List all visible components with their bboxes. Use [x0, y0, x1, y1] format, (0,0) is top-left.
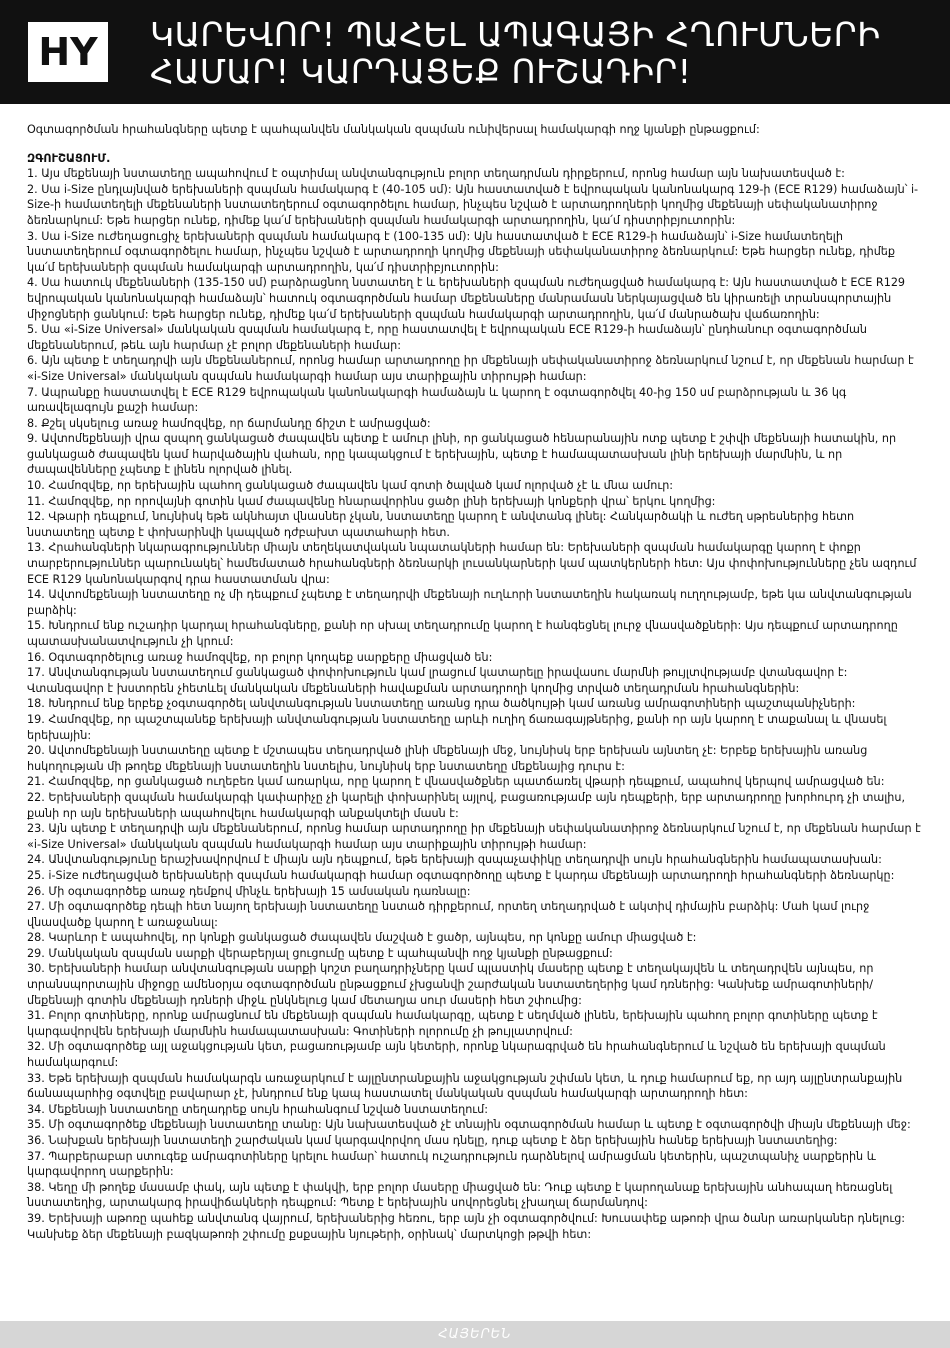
footer-label: ՀԱՅԵՐԵՆ	[438, 1327, 512, 1342]
document-body	[27, 118, 925, 1242]
warning-item: 6. Այն պետք է տեղադրվի այն մեքենաներում, որոնց համար արտադրողը իր մեքենայի սեփականատիրոջ ձեռնարկում նշում է, որ մեքենան հարմար է «i-Size Universal» մանկական զսպման համակարգի համար այս տարիքային տիրույթի համար:	[27, 354, 914, 383]
warning-item: 4. Սա հատուկ մեքենաների (135-150 սմ) բարձրացնող նստատեղ է և երեխաների զսպման ուժեղացված համակարգ է: Այն հաստատված է ECE R129 եվրոպական կանոնակարգի համաձայն՝ հատուկ օգտագործման համար մեքենաները մանրամասն ներկայացված են կիրառելի տրանսպորտային միջոցների ցանկում: Եթե հարցեր ունեք, դիմեք կա՛մ երեխաների զսպման համակարգի արտադրողին, կա՛մ մանրածախ վաճառողին:	[27, 276, 906, 321]
warning-item: 34. Մեքենայի նստատեղը տեղադրեք սույն հրահանգում նշված նստատեղում:	[27, 1102, 489, 1116]
warning-item: 22. Երեխաների զսպման համակարգի կափարիչը չի կարելի փոխարինել այլով, բացառությամբ այն դեպքերի, երբ արտադրողը խորհուրդ չի տալիս, քանի որ այն երեխաների ապահովելու համակարգի անքակտելի մասն է:	[27, 790, 906, 820]
intro-text: Օգտագործման հրահանգները պետք է պահպանվեն մանկական զսպման ունիվերսալ համակարգի ողջ կյանքի ընթացքում:	[27, 123, 760, 136]
warning-item: 5. Սա «i-Size Universal» մանկական զսպման համակարգ է, որը հաստատվել է եվրոպական ECE R129-ի համաձայն՝ ընդհանուր օգտագործման մեքենաներում, թեև այն հարմար չէ բոլոր մեքենաների համար:	[27, 323, 867, 352]
warning-item: 27. Մի օգտագործեք դեպի հետ նայող երեխայի նստատեղը նստած դիրքերում, որտեղ տեղադրված է ակտիվ դիմային բարձիկ: Մահ կամ լուրջ վնասվածք կարող է առաջանալ:	[27, 900, 870, 929]
warning-item: 14. Ավտոմեքենայի նստատեղը ոչ մի դեպքում չպետք է տեղադրվի մեքենայի ուղևորի նստատեղին հակառակ ուղղությամբ, եթե կա անվտանգության բարձիկ:	[27, 588, 912, 617]
warning-item: 13. Հրահանգների նկարագրություններ միայն տեղեկատվական նպատակների համար են: Երեխաների զսպման համակարգը կարող է փոքր տարբերություններ պարունակել՝ համեմատած հրահանգների ձեռնարկի լուսանկարների կամ պատկերների հետ: Այս փոփոխությունները չեն ազդում ECE R129 կանոնակարգով դրա հաստատման վրա:	[27, 541, 917, 586]
warning-item: 10. Համոզվեք, որ երեխային պահող ցանկացած ժապավեն կամ գոտի ծալված կամ ոլորված չէ և մնա ամուր:	[27, 479, 674, 493]
warning-item: 9. Ավտոմեքենայի վրա զսպող ցանկացած ժապավեն պետք է ամուր լինի, որ ցանկացած հենարանային ոտք պետք է շփվի մեքենայի հատակին, որ ցանկացած ժապավեն կամ հարվածային վահան, որը կապակցում է երեխային, պետք է համապատասխան լինի երեխայի մարմնին, և որ ժապավենները չպետք է լինեն ոլորված լինել.	[27, 432, 897, 477]
language-footer	[0, 1321, 950, 1348]
language-badge: HY	[28, 22, 108, 82]
warning-item: 18. Խնդրում ենք երբեք չօգտագործել անվտանգության նստատեղը առանց դրա ծածկույթի կամ առանց ամրագոտիների պաշտպանիչների:	[27, 697, 856, 711]
title-line-1: ԿԱՐԵՎՈՐ! ՊԱՀԵԼ ԱՊԱԳԱՅԻ ՀՂՈՒՄՆԵՐԻ	[150, 15, 881, 54]
title-line-2: ՀԱՄԱՐ! ԿԱՐԴԱՑԵՔ ՈՒՇԱԴԻՐ!	[150, 52, 692, 91]
warning-item: 28. Կարևոր է ապահովել, որ կոնքի ցանկացած ժապավեն մաշված է ցածր, այնպես, որ կոնքը ամուր միացված է:	[27, 931, 697, 945]
warning-item: 2. Սա i-Size ընդլայնված երեխաների զսպման համակարգ է (40-105 սմ): Այն հաստատված է եվրոպական կանոնակարգ 129-ի (ECE R129) համաձայն՝ i-Size-ի համատեղելի մեքենաների նստատեղերում օգտագործելու համար, ինչպես նշված է արտադրողների կողմից մեքենայի սեփականատիրոջ ձեռնարկում: Եթե հարցեր ունեք, դիմեք կա՛մ երեխաների զսպման համակարգի արտադրողին, կա՛մ դիստրիբյուտորին:	[27, 182, 919, 227]
warning-item: 30. Երեխաների համար անվտանգության սարքի կոշտ բաղադրիչները կամ պլաստիկ մասերը պետք է տեղակայվեն և տեղադրվեն այնպես, որ տրանսպորտային միջոցը ամենօրյա օգտագործման ընթացքում չխցանվի շարժական նստատեղերից կամ դռներից: Կանխեք ամրագոտիների/մեքենայի գոտին մեքենայի դռների միջև ընկնելուց կամ մետաղյա սուր մասերի հետ շփումից:	[27, 962, 874, 1007]
page-header	[0, 0, 950, 104]
warning-item: 32. Մի օգտագործեք այլ աջակցության կետ, բացառությամբ այն կետերի, որոնք նկարագրված են հրահանգներում և նշված են երեխայի զսպման համակարգում:	[27, 1040, 886, 1070]
warning-item: 15. Խնդրում ենք ուշադիր կարդալ հրահանգները, քանի որ սխալ տեղադրումը կարող է հանգեցնել լուրջ վնասվածքների: Այս դեպքում արտադրողը պատասխանատվություն չի կրում:	[27, 619, 898, 648]
warning-item: 38. Կեղը մի թողեք մասամբ փակ, այն պետք է փակվի, երբ բոլոր մասերը միացված են: Դուք պետք է կարողանաք երեխային անհապաղ հեռացնել նստատեղից, արտակարգ իրավիճակների դեպքում: Պետք է երեխային սովորեցնել չխաղալ ճարմանդով:	[27, 1180, 893, 1210]
warning-item: 1. Այս մեքենայի նստատեղը ապահովում է օպտիմալ անվտանգություն բոլոր տեղադրման դիրքերում, որոնց համար այն նախատեսված է:	[27, 167, 845, 181]
warning-item: 17. Անվտանգության նստատեղում ցանկացած փոփոխություն կամ լրացում կատարելը իրավասու մարմնի թույլտվությամբ վտանգավոր է: Վտանգավոր է խստորեն չհետևել մանկական մեքենաների հավաքման արտադրողի կողմից տրված տեղադրման հրահանգներին:	[27, 666, 848, 695]
warning-item: 20. Ավտոմեքենայի նստատեղը պետք է մշտապես տեղադրված լինի մեքենայի մեջ, նույնիսկ երբ երեխան այնտեղ չէ: Երբեք երեխային առանց հսկողության մի թողեք մեքենայի նստատեղին նստելիս, նույնիսկ երբ նստատեղը մեքենայից դուրս է:	[27, 744, 868, 773]
warning-item: 19. Համոզվեք, որ պաշտպանեք երեխայի անվտանգության նստատեղը արևի ուղիղ ճառագայթներից, քանի որ այն կարող է տաքանալ և վնասել երեխային:	[27, 712, 887, 742]
warning-list	[27, 166, 925, 1242]
warning-item: 37. Պարբերաբար ստուգեք ամրագոտիները կրելու համար՝ հատուկ ուշադրություն դարձնելով ամրացման կետերին, պաշտպանիչ սարքերին և կարգավորող սարքերին:	[27, 1149, 876, 1179]
warning-item: 11. Համոզվեք, որ որովայնի գոտին կամ ժապավենը հնարավորինս ցածր լինի երեխայի կոնքերի վրա՝ երկու կողմից:	[27, 494, 716, 508]
warning-item: 35. Մի օգտագործեք մեքենայի նստատեղը տանը: Այն նախատեսված չէ տնային օգտագործման համար և պետք է օգտագործվի միայն մեքենայի մեջ:	[27, 1118, 911, 1132]
warning-item: 39. Երեխայի աթոռը պահեք անվտանգ վայրում, երեխաներից հեռու, երբ այն չի օգտագործվում: Խուսափեք աթոռի վրա ծանր առարկաներ դնելուց: Կանխեք ձեր մեքենայի բազկաթոռի շփումը քսքսային նյութերի, օրինակ՝ մարտկոցի թթվի հետ:	[27, 1211, 906, 1241]
warning-item: 36. Նախքան երեխայի նստատեղի շարժական կամ կարգավորվող մաս դնելը, դուք պետք է ձեր երեխային հանեք երեխայի նստատեղից:	[27, 1134, 838, 1147]
warning-item: 12. Վթարի դեպքում, նույնիսկ եթե ակնհայտ վնասներ չկան, նստատեղը կարող է անվտանգ լինել: Հանկարծակի և ուժեղ սթրեսներից հետո նստատեղը պետք է փոխարինվի կապված դժբախտ պատահարի հետ.	[27, 510, 855, 539]
warning-item: 26. Մի օգտագործեք առաջ դեմքով մինչև երեխայի 15 ամսական դառնալը:	[27, 884, 471, 898]
warning-item: 21. Համոզվեք, որ ցանկացած ուղեբեռ կամ առարկա, որը կարող է վնասվածքներ պատճառել վթարի դեպքում, ապահով կերպով ամրացված են:	[27, 775, 885, 789]
warning-item: 7. Ապրանքը հաստատվել է ECE R129 եվրոպական կանոնակարգի համաձայն և կարող է օգտագործվել 40-ից 150 սմ բարձրության և 36 կգ առավելագույն քաշի համար:	[27, 385, 847, 415]
warning-item: 24. Անվտանգությունը երաշխավորվում է միայն այն դեպքում, եթե երեխայի զսպաչափիկը տեղադրվի սույն հրահանգներին համապատասխան:	[27, 853, 882, 867]
warning-item: 8. Քշել սկսելուց առաջ համոզվեք, որ ճարմանդը ճիշտ է ամրացված:	[27, 416, 431, 430]
warning-heading: ԶԳՈՒՇԱՑՈՒՄ.	[27, 151, 111, 165]
warning-item: 33. Եթե երեխայի զսպման համակարգն առաջարկում է այլընտրանքային աջակցության շփման կետ, և դուք համարում եք, որ այդ այլընտրանքային ճանապարհից օգտվելը բավարար չէ, խնդրում ենք կապ հաստատել մանկական զսպման համակարգի արտադրողի հետ:	[27, 1071, 903, 1101]
page-title	[150, 16, 930, 90]
warning-item: 31. Բոլոր գոտիները, որոնք ամրացնում են մեքենայի զսպման համակարգը, պետք է սեղմված լինեն, երեխային պահող բոլոր գոտիները պետք է կարգավորվեն երեխայի մարմնին համապատասխան: Գոտիների ոլորումը չի թույլատրվում:	[27, 1009, 878, 1038]
warning-item: 16. Օգտագործելուց առաջ համոզվեք, որ բոլոր կողպեք սարքերը միացված են:	[27, 650, 493, 664]
warning-item: 29. Մանկական զսպման սարքի վերաբերյալ ցուցումը պետք է պահպանվի ողջ կյանքի ընթացքում:	[27, 946, 613, 960]
warning-item: 25. i-Size ուժեղացված երեխաների զսպման համակարգի համար օգտագործողը պետք է կարդա մեքենայի արտադրողի հրահանգների ձեռնարկը:	[27, 868, 895, 882]
warning-item: 3. Սա i-Size ուժեղացուցիչ երեխաների զսպման համակարգ է (100-135 սմ): Այն հաստատված է ECE R129-ի համաձայն՝ i-Size համատեղելի նստատեղերում օգտագործելու համար, ինչպես նշված է արտադրողի կողմից մեքենայի սեփականատիրոջ ձեռնարկում: Եթե հարցեր ունեք, դիմեք կա՛մ երեխաների զսպման համակարգի արտադրողին, կա՛մ դիստրիբյուտորին:	[27, 229, 896, 274]
warning-item: 23. Այն պետք է տեղադրվի այն մեքենաներում, որոնց համար արտադրողը իր մեքենայի սեփականատիրոջ ձեռնարկում նշում է, որ մեքենան հարմար է «i-Size Universal» մանկական զսպման համակարգի համար այս տարիքային տիրույթի համար:	[27, 822, 921, 851]
